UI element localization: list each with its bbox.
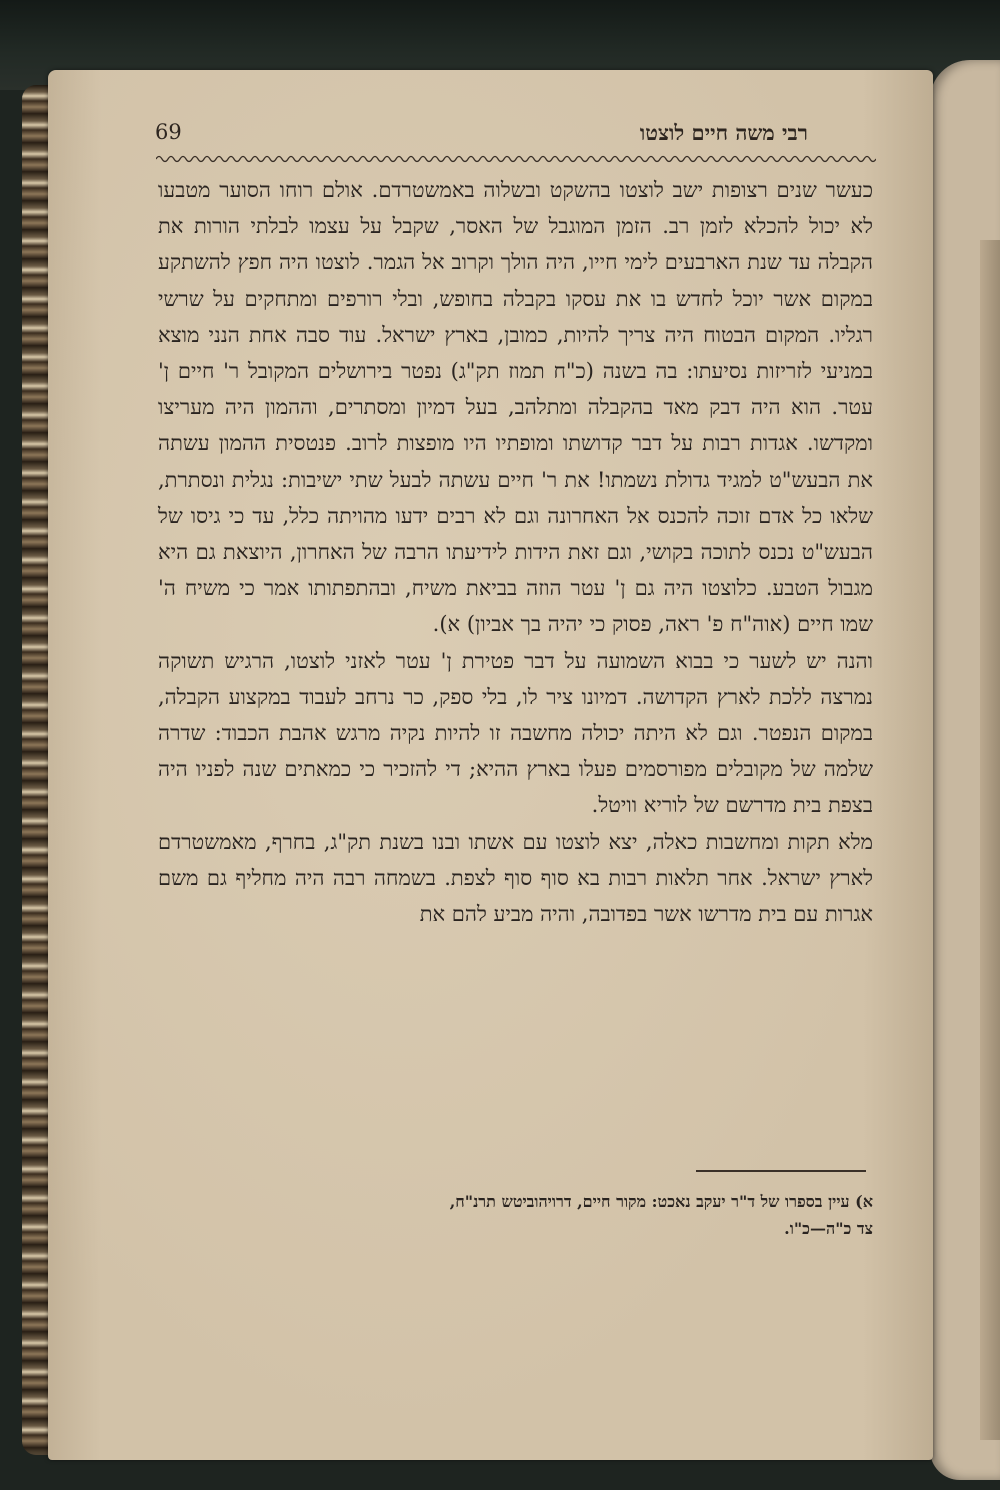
paragraph: מלא תקות ומחשבות כאלה, יצא לוצטו עם אשתו ובנו בשנת תק"ג, בחרף, מאמשטרדם לארץ ישראל. אחר תלאות רבות בא סוף סוף לצפת. בשמחה רבה היה מחליף גם משם אגרות עם בית מדרשו אשר בפדובה, והיה מביע להם את (158, 829, 873, 927)
page-number: 69 (155, 120, 182, 144)
book-page (48, 70, 933, 1460)
footnote-rule (696, 1170, 866, 1172)
wavy-rule-divider (156, 152, 876, 166)
footnote-line: צד כ"ה—כ"ו. (784, 1219, 873, 1238)
paragraph: והנה יש לשער כי בבוא השמועה על דבר פטירת ן' עטר לאזני לוצטו, הרגיש תשוקה נמרצה ללכת לארץ הקדושה. דמיונו ציר לו, בלי ספק, כר נרחב לעבוד במקצוע הקבלה, במקום הנפטר. וגם לא היתה יכולה מחשבה זו להיות נקיה מרגש אהבת הכבוד: שדרה שלמה של מקובלים מפורסמים פעלו בארץ ההיא; די להזכיר כי כמאתים שנה לפניו היה בצפת בית מדרשם של לוריא וויטל. (158, 648, 873, 818)
page-header (153, 120, 868, 156)
body-text (158, 172, 873, 932)
adjacent-page (930, 60, 1000, 1480)
paragraph: כעשר שנים רצופות ישב לוצטו בהשקט ובשלוה באמשטרדם. אולם רוחו הסוער מטבעו לא יכול להכלא לזמן רב. הזמן המוגבל של האסר, שקבל על עצמו לבלתי הורות את הקבלה עד שנת הארבעים לימי חייו, היה הולך וקרוב אל הגמר. לוצטו היה חפץ להשתקע במקום אשר יוכל לחדש בו את עסקו בקבלה בחופש, ובלי רורפים ומתחקים על שרשי רגליו. המקום הבטוח היה צריך להיות, כמובן, בארץ ישראל. עוד סבה אחת הנני מוצא במניעי לזריזות נסיעתו: בה בשנה (כ"ח תמוז תק"ג) נפטר בירושלים המקובל ר' חיים ן' עטר. הוא היה דבק מאד בהקבלה ומתלהב, בעל דמיון ומסתרים, וההמון היה מעריצו ומקדשו. אגדות רבות על דבר קדושתו ומופתיו היו מופצות לרוב. פנטסית ההמון עשתה את הבעש"ט למגיד גדולת נשמתו! את ר' חיים עשתה לבעל שתי ישיבות: נגלית ונסתרת, שלאו כל אדם זוכה להכנס אל האחרונה וגם לא רבים ידעו מהויתה כלל, עד כי גיסו של הבעש"ט נכנס לתוכה בקושי, וגם זאת הידות לידיעתו הרבה של האחרון, היוצאת גם היא מגבול הטבע. כלוצטו היה גם ן' עטר הוזה בביאת משיח, ובהתפתותו אמר כי משיח ה' שמו חיים (אוה"ח פ' ראה, פסוק כי יהיה בך אביון) א). (158, 178, 873, 637)
footnote (158, 1188, 873, 1242)
footnote-line: א) עיין בספרו של ד"ר יעקב נאכט: מקור חיים, דרויהוביטש תרנ"ח, (449, 1192, 873, 1211)
running-title: רבי משה חיים לוצטו (639, 120, 808, 145)
